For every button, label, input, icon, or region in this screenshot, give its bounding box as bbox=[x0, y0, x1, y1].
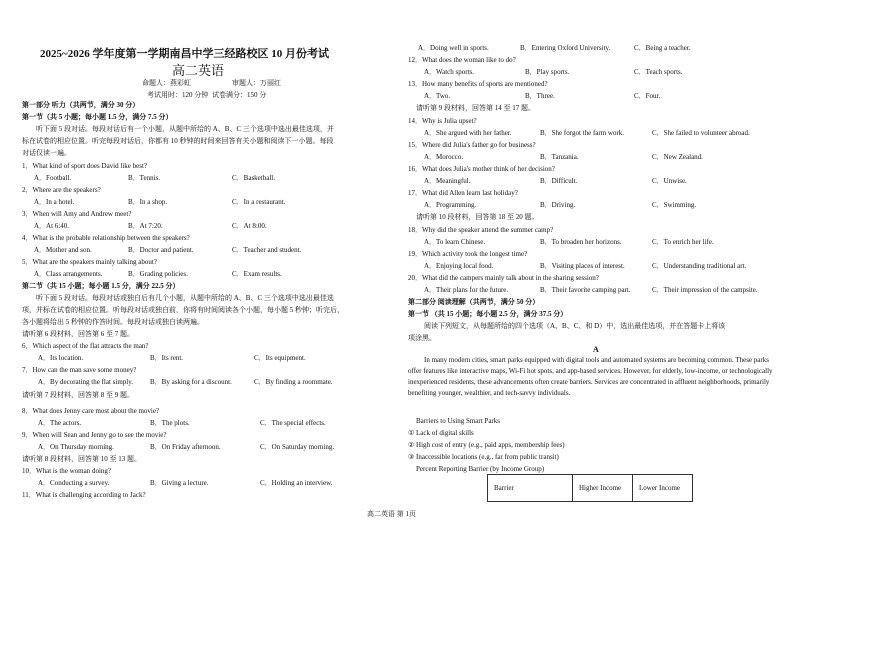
part2-sec1-title: 第一节 （共 15 小题；每小题 2.5 分，满分 37.5 分） bbox=[408, 310, 568, 318]
option: A．To learn Chinese. bbox=[424, 238, 486, 246]
option: A．Their plans for the future. bbox=[424, 286, 509, 294]
time-info: 考试用时：120 分钟 bbox=[147, 91, 209, 99]
option: C．Its equipment. bbox=[254, 354, 306, 362]
score-info: 试卷满分：150 分 bbox=[212, 91, 267, 99]
option: C．By finding a roommate. bbox=[254, 378, 333, 386]
sec1-instr-2: 标在试卷的相应位置。听完每段对话后，你都有 10 秒钟的时间来回答有关小题和阅读下一小题。每段 bbox=[22, 137, 334, 145]
question-16: 16．What does Julia's mother think of her decision? bbox=[408, 165, 555, 173]
question-17: 17．What did Allen learn last holiday? bbox=[408, 189, 518, 197]
option: A．Doing well in sports. bbox=[418, 44, 489, 52]
option: A．Programming. bbox=[424, 201, 477, 209]
question-2: 2．Where are the speakers? bbox=[22, 186, 101, 194]
option: B．On Friday afternoon. bbox=[150, 443, 221, 451]
option: A．Two. bbox=[424, 92, 451, 100]
option: A．Its location. bbox=[38, 354, 84, 362]
option: B．Giving a lecture. bbox=[150, 479, 209, 487]
option: C．The special effects. bbox=[260, 419, 326, 427]
option: C．New Zealand. bbox=[652, 153, 703, 161]
sec2-title: 第二节（共 15 小题；每小题 1.5 分，满分 22.5 分） bbox=[22, 282, 180, 290]
question-7: 7．How can the man save some money? bbox=[22, 366, 137, 374]
option: B．In a shop. bbox=[128, 198, 168, 206]
table-title: Percent Reporting Barrier (by Income Group) bbox=[416, 465, 545, 473]
table-header-higher-income: Higher Income bbox=[572, 475, 632, 502]
option: A．She argued with her father. bbox=[424, 129, 512, 137]
option: A．The actors. bbox=[38, 419, 82, 427]
option: B．Tennis. bbox=[128, 174, 160, 182]
option: B．Doctor and patient. bbox=[128, 246, 194, 254]
sec2-instr-1: 听下面 5 段对话。每段对话或独白后有几个小题，从题中所给的 A、B、C 三个选项中选出最佳选 bbox=[36, 294, 334, 302]
option: A．At 6:40. bbox=[34, 222, 69, 230]
option: A．By decorating the flat simply. bbox=[38, 378, 133, 386]
option: C．To enrich her life. bbox=[652, 238, 714, 246]
question-11: 11．What is challenging according to Jack? bbox=[22, 491, 146, 499]
sec2-instr-3: 各小题将给出 5 秒钟的作答时间。每段对话或独白读两遍。 bbox=[22, 318, 204, 326]
option: A．Watch sports. bbox=[424, 68, 474, 76]
option: B．Driving. bbox=[540, 201, 576, 209]
question-8: 8．What does Jenny care most about the movie? bbox=[22, 407, 160, 415]
question-9: 9．When will Sean and Jenny go to see the movie? bbox=[22, 431, 167, 439]
question-20: 20．What did the campers mainly talk about in the sharing session? bbox=[408, 274, 599, 282]
option: A．Football. bbox=[34, 174, 72, 182]
reviewer: 审题人：万丽红 bbox=[232, 79, 281, 87]
option: C．Unwise. bbox=[652, 177, 687, 185]
option: A．Meaningful. bbox=[424, 177, 471, 185]
option: C．Teach sports. bbox=[634, 68, 683, 76]
question-1: 1．What kind of sport does David like best? bbox=[22, 162, 148, 170]
part2-instr: 阅读下列短文，从每题所给的四个选项（A、B、C、和 D）中，选出最佳选项，并在答题卡上将该 bbox=[424, 322, 726, 330]
option: C．Holding an interview. bbox=[260, 479, 333, 487]
material-note: 请听第 7 段材料，回答第 8 至 9 题。 bbox=[22, 391, 134, 399]
passage-text: In many modern cities, smart parks equipped with digital tools and automated systems are becoming common. These parks offer features like interactive maps, Wi-Fi hot spots, and app-based services. However, for elderly, low-income, or technologically inexperienced residents, these advancements often create barriers. Services are concentrated in affluent neighborhoods, primarily benefiting younger, wealthier, and tech-savvy individuals. bbox=[408, 356, 773, 397]
question-15: 15．Where did Julia's father go for business? bbox=[408, 141, 536, 149]
sec2-instr-2: 项，并标在试卷的相应位置。听每段对话或独白前，你将有时间阅读各个小题，每小题 5 秒钟；听完后， bbox=[22, 306, 344, 314]
exam-title: 2025~2026 学年度第一学期南昌中学三经路校区 10 月份考试 bbox=[40, 48, 329, 60]
barrier-table bbox=[487, 474, 693, 502]
table-header-barrier: Barrier bbox=[488, 475, 573, 502]
material-note: 请听第 6 段材料，回答第 6 至 7 题。 bbox=[22, 330, 134, 338]
option: A．On Thursday morning. bbox=[38, 443, 114, 451]
option: A．In a hotel. bbox=[34, 198, 75, 206]
option: B．Play sports. bbox=[525, 68, 570, 76]
option: A．Morocco. bbox=[424, 153, 464, 161]
option: C．Swimming. bbox=[652, 201, 697, 209]
option: A．Mother and son. bbox=[34, 246, 92, 254]
option: B．Three. bbox=[525, 92, 555, 100]
option: B．Grading policies. bbox=[128, 270, 188, 278]
exam-subtitle: 高二英语 bbox=[172, 63, 225, 78]
part2-instr-2: 项涂黑。 bbox=[408, 334, 436, 342]
option: B．She forgot the farm work. bbox=[540, 129, 625, 137]
question-3: 3．When will Amy and Andrew meet? bbox=[22, 210, 132, 218]
question-6: 6．Which aspect of the flat attracts the man? bbox=[22, 342, 149, 350]
option: B．Visiting places of interest. bbox=[540, 262, 625, 270]
option: A．Conducting a survey. bbox=[38, 479, 110, 487]
table-header-lower-income: Lower Income bbox=[632, 475, 692, 502]
material-note: 请听第 10 段材料，回答第 18 至 20 题。 bbox=[416, 213, 539, 221]
option: B．At 7:20. bbox=[128, 222, 163, 230]
option: C．Being a teacher. bbox=[634, 44, 691, 52]
option: B．Entering Oxford University. bbox=[520, 44, 611, 52]
sec1-title: 第一节（共 5 小题；每小题 1.5 分，满分 7.5 分） bbox=[22, 113, 173, 121]
option: B．Their favorite camping part. bbox=[540, 286, 631, 294]
part2-title: 第二部分 阅读理解（共两节，满分 50 分） bbox=[408, 298, 540, 306]
option: C．Basketball. bbox=[232, 174, 275, 182]
question-10: 10．What is the woman doing? bbox=[22, 467, 112, 475]
question-18: 18．Why did the speaker attend the summer camp? bbox=[408, 226, 554, 234]
sec1-instr-1: 听下面 5 段对话。每段对话后有一个小题，从题中所给的 A、B、C 三个选项中选出最佳选项，并 bbox=[36, 125, 334, 133]
option: C．In a restaurant. bbox=[232, 198, 286, 206]
question-4: 4．What is the probable relationship between the speakers? bbox=[22, 234, 190, 242]
material-note: 请听第 8 段材料，回答第 10 至 13 题。 bbox=[22, 455, 141, 463]
question-13: 13．How many benefits of sports are mentioned? bbox=[408, 80, 548, 88]
option: A．Class arrangements. bbox=[34, 270, 103, 278]
option: C．Exam results. bbox=[232, 270, 282, 278]
option: C．On Saturday morning. bbox=[260, 443, 335, 451]
barrier-item: ③ Inaccessible locations (e.g., far from public transit) bbox=[408, 453, 559, 461]
option: C．Understanding traditional art. bbox=[652, 262, 747, 270]
option: C．Teacher and student. bbox=[232, 246, 302, 254]
question-14: 14．Why is Julia upset? bbox=[408, 117, 477, 125]
option: C．Four. bbox=[634, 92, 661, 100]
barrier-item: ② High cost of entry (e.g., paid apps, membership fees) bbox=[408, 441, 565, 449]
option: A．Enjoying local food. bbox=[424, 262, 494, 270]
part1-title: 第一部分 听力（共两节，满分 30 分） bbox=[22, 101, 140, 109]
barrier-item: ① Lack of digital skills bbox=[408, 429, 474, 437]
option: B．The plots. bbox=[150, 419, 190, 427]
question-5: 5．What are the speakers mainly talking about? bbox=[22, 258, 157, 266]
option: C．At 8:00. bbox=[232, 222, 267, 230]
option: B．By asking for a discount. bbox=[150, 378, 232, 386]
option: B．Tanzania. bbox=[540, 153, 579, 161]
question-19: 19．Which activity took the longest time? bbox=[408, 250, 528, 258]
page-footer: 高二英语 第 1页 bbox=[367, 510, 416, 518]
option: C．She failed to volunteer abroad. bbox=[652, 129, 750, 137]
option: C．Their impression of the campsite. bbox=[652, 286, 758, 294]
barriers-title: Barriers to Using Smart Parks bbox=[416, 417, 500, 425]
sec1-instr-3: 对话仅读一遍。 bbox=[22, 149, 71, 157]
setter: 命题人：燕彩虹 bbox=[142, 79, 191, 87]
passage-letter: A bbox=[593, 345, 599, 354]
material-note: 请听第 9 段材料，回答第 14 至 17 题。 bbox=[416, 104, 535, 112]
option: B．Difficult. bbox=[540, 177, 578, 185]
option: B．Its rent. bbox=[150, 354, 184, 362]
option: B．To broaden her horizons. bbox=[540, 238, 622, 246]
question-12: 12．What does the woman like to do? bbox=[408, 56, 516, 64]
